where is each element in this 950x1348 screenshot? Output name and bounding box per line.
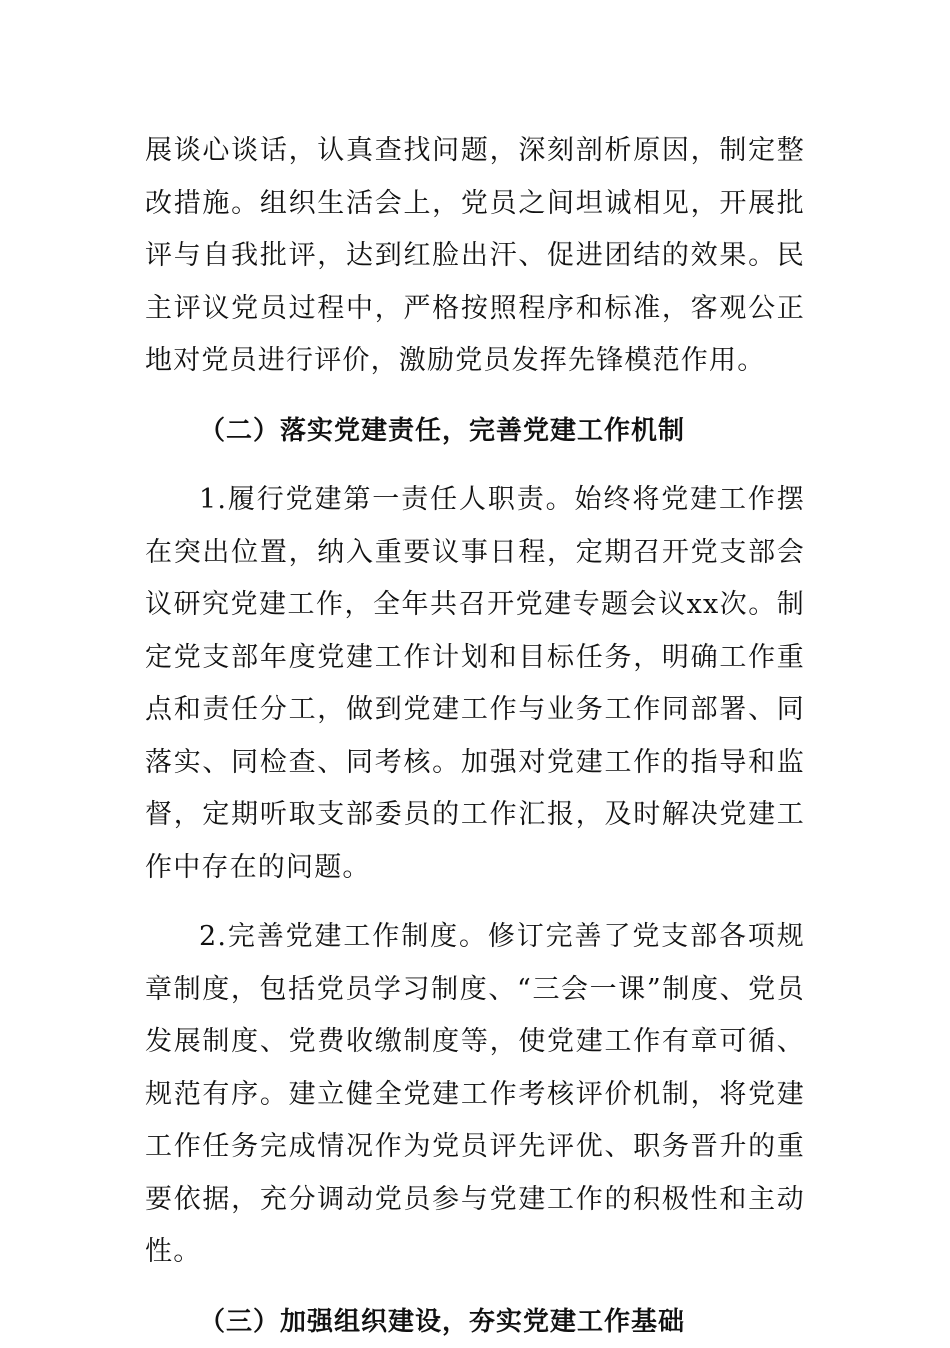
spacer [145,894,805,911]
paragraph-continuation: 展谈心谈话，认真查找问题，深刻剖析原因，制定整改措施。组织生活会上，党员之间坦诚相见，开展批评与自我批评，达到红脸出汗、促进团结的效果。民主评议党员过程中，严格按照程序和标准，客观公正地对党员进行评价，激励党员发挥先锋模范作用。 [145,125,805,388]
document-page [145,125,805,1348]
spacer [145,1279,805,1296]
paragraph-item-2: 2.完善党建工作制度。修订完善了党支部各项规章制度，包括党员学习制度、“三会一课”制度、党员发展制度、党费收缴制度等，使党建工作有章可循、规范有序。建立健全党建工作考核评价机制，将党建工作任务完成情况作为党员评先评优、职务晋升的重要依据，充分调动党员参与党建工作的积极性和主动性。 [145,911,805,1279]
spacer [145,457,805,474]
section-heading-2: （二）落实党建责任，完善党建工作机制 [145,405,805,458]
spacer [145,388,805,405]
paragraph-item-1: 1.履行党建第一责任人职责。始终将党建工作摆在突出位置，纳入重要议事日程，定期召开党支部会议研究党建工作，全年共召开党建专题会议xx次。制定党支部年度党建工作计划和目标任务，明确工作重点和责任分工，做到党建工作与业务工作同部署、同落实、同检查、同考核。加强对党建工作的指导和监督，定期听取支部委员的工作汇报，及时解决党建工作中存在的问题。 [145,474,805,894]
section-heading-3: （三）加强组织建设，夯实党建工作基础 [145,1296,805,1348]
